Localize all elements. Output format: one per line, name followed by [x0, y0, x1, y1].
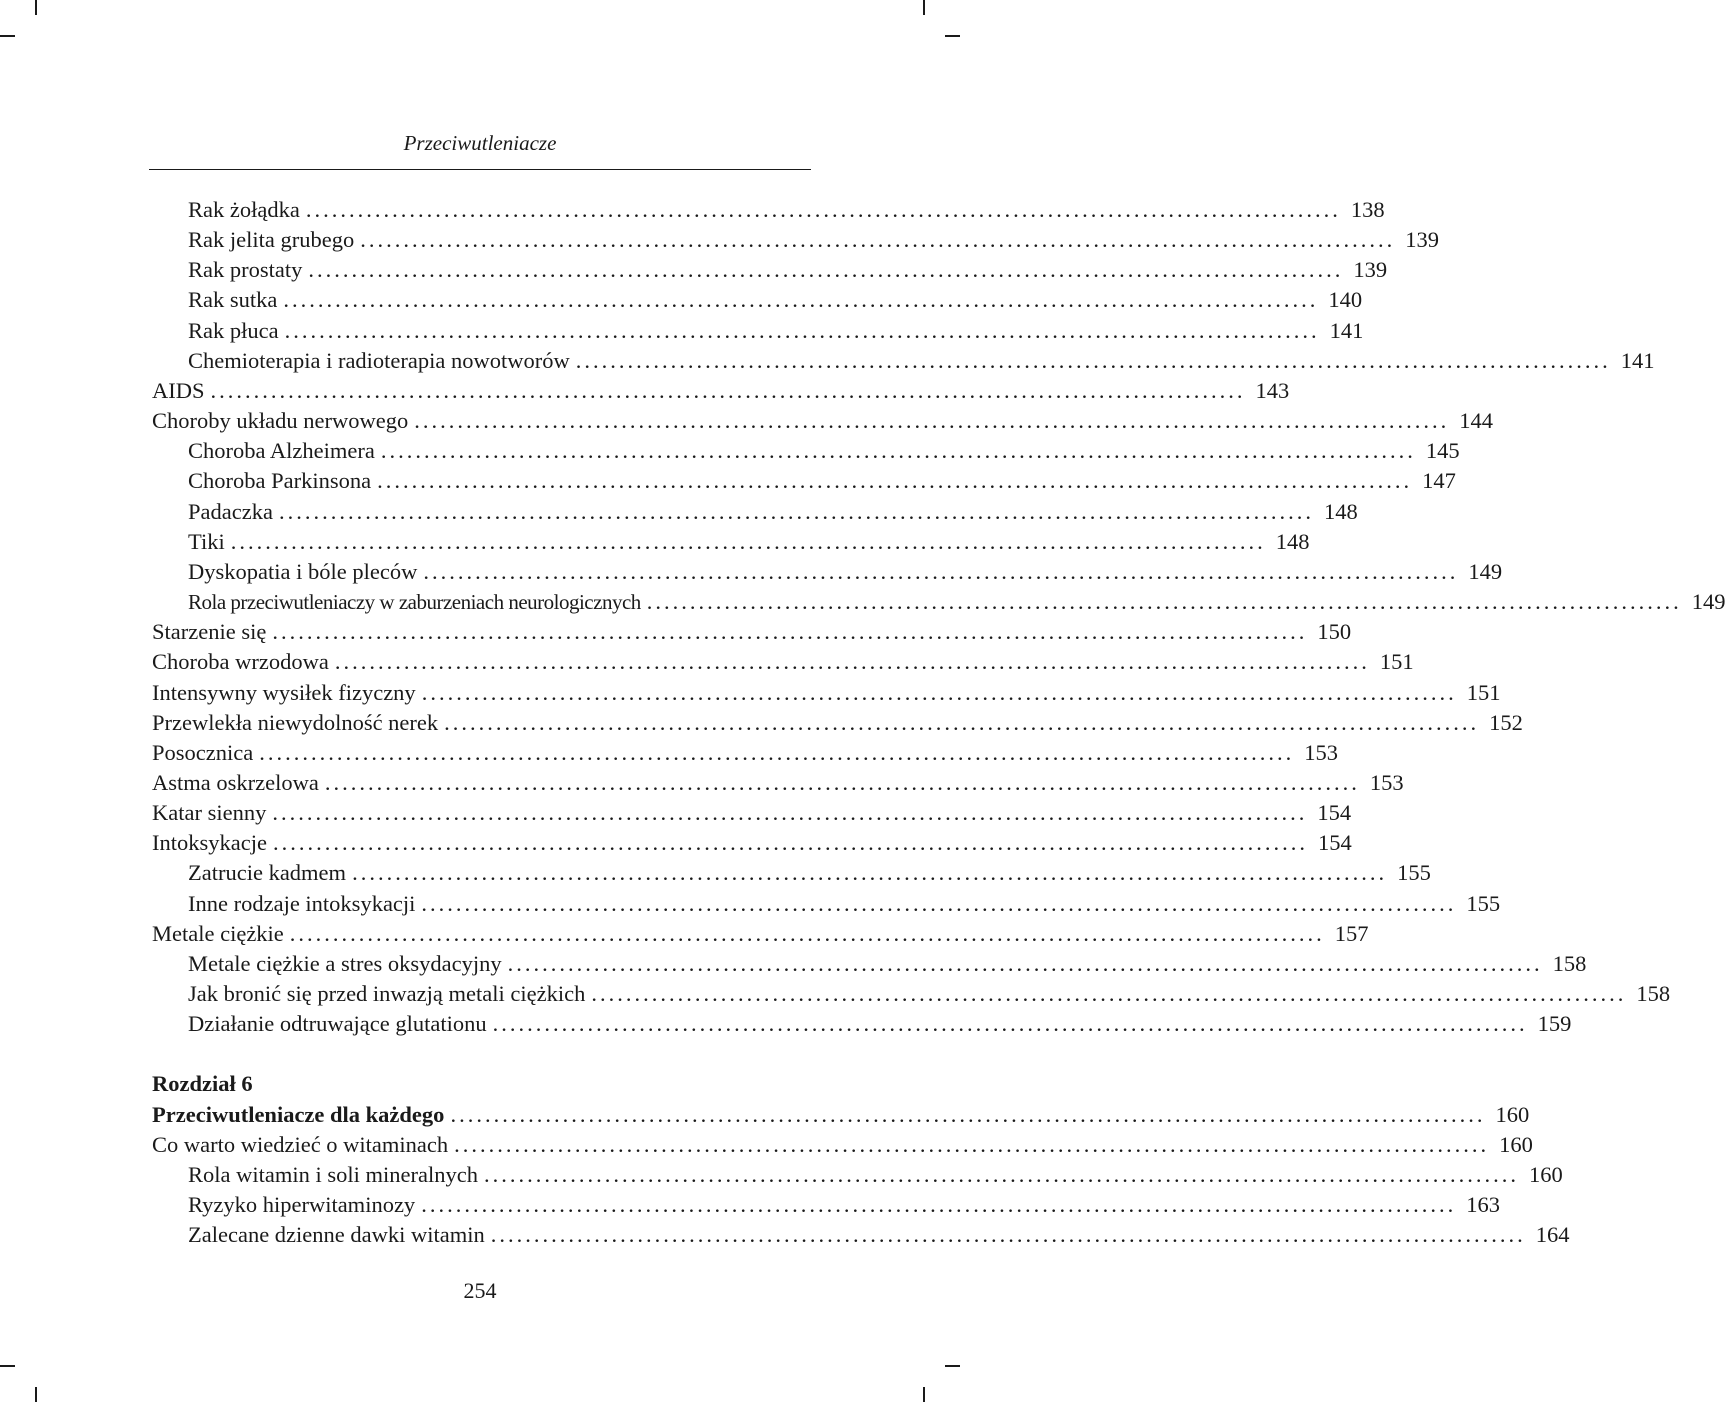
dot-leader: ........................................................................................................................	[492, 1011, 1528, 1037]
toc-entry-title: Rak jelita grubego	[188, 227, 355, 253]
dot-leader: ........................................................................................................................	[414, 408, 1450, 434]
toc-entry-page: 154	[1317, 800, 1352, 826]
toc-entry-page: 138	[1350, 197, 1385, 222]
toc-entry-page: 140	[1328, 287, 1363, 313]
toc-entry	[152, 1220, 1570, 1250]
toc-entry-title: Rak prostaty	[188, 257, 303, 283]
section-gap	[152, 1039, 804, 1069]
toc-entry-title: Jak bronić się przed inwazją metali ciężkich	[188, 981, 586, 1007]
table-of-contents	[152, 195, 1726, 1250]
dot-leader: ........................................................................................................................	[483, 1161, 1519, 1187]
dot-leader: ........................................................................................................................	[352, 860, 1388, 886]
toc-entry	[152, 255, 1388, 285]
header-rule	[149, 169, 811, 170]
toc-entry	[152, 466, 1456, 496]
toc-entry-title: Choroba wrzodowa	[152, 649, 329, 675]
toc-entry	[152, 316, 1364, 346]
dot-leader: ........................................................................................................................	[421, 1192, 1457, 1217]
toc-entry-page: 154	[1317, 830, 1352, 856]
toc-entry-title: Intoksykacje	[152, 830, 267, 856]
dot-leader: ........................................................................................................................	[272, 830, 1308, 856]
toc-entry	[152, 557, 1503, 587]
toc-entry	[152, 1130, 1533, 1160]
dot-leader: ........................................................................................................................	[575, 347, 1611, 373]
toc-entry-title: Co warto wiedzieć o witaminach	[152, 1131, 449, 1157]
toc-entry-title: Przewlekła niewydolność nerek	[152, 709, 439, 735]
dot-leader: ........................................................................................................................	[646, 589, 1682, 615]
toc-entry-page: 148	[1275, 528, 1310, 554]
crop-mark	[0, 35, 15, 37]
toc-entry-page: 158	[1636, 981, 1671, 1007]
toc-entry	[152, 828, 1352, 858]
toc-entry-page: 139	[1405, 227, 1439, 253]
toc-entry	[152, 617, 1352, 647]
toc-entry-page: 151	[1466, 679, 1501, 705]
toc-entry-page: 149	[1468, 558, 1503, 584]
toc-entry-title: Katar sienny	[152, 800, 267, 826]
toc-entry-title: Choroba Alzheimera	[188, 438, 375, 464]
toc-entry-page: 149	[1691, 589, 1726, 615]
toc-entry	[152, 587, 1726, 617]
toc-entry	[152, 497, 1358, 527]
toc-entry-page: 148	[1323, 498, 1358, 524]
toc-entry-page: 160	[1499, 1131, 1533, 1157]
toc-entry	[152, 798, 1352, 828]
toc-entry	[152, 527, 1310, 557]
toc-entry	[152, 285, 1363, 315]
toc-entry-page: 157	[1334, 920, 1369, 946]
toc-entry	[152, 346, 1655, 376]
toc-entry-title: AIDS	[152, 377, 205, 403]
dot-leader: ........................................................................................................................	[334, 649, 1370, 675]
toc-entry-page: 141	[1329, 317, 1364, 343]
dot-leader: ........................................................................................................................	[360, 227, 1396, 253]
crop-mark	[923, 0, 925, 15]
toc-entry	[152, 768, 1404, 798]
toc-entry	[152, 889, 1501, 919]
toc-entry-page: 150	[1317, 619, 1352, 645]
toc-entry	[152, 647, 1414, 677]
toc-entry-page: 152	[1489, 709, 1523, 735]
crop-mark	[945, 35, 960, 37]
toc-entry-title: Metale ciężkie a stres oksydacyjny	[188, 950, 502, 976]
toc-section	[152, 195, 1726, 1039]
toc-entry-title: Przeciwutleniacze dla każdego	[152, 1101, 445, 1127]
toc-entry-page: 155	[1466, 890, 1501, 916]
page-number: 254	[463, 1278, 497, 1303]
toc-entry	[152, 195, 1385, 225]
toc-entry-page: 160	[1495, 1101, 1530, 1127]
crop-mark	[35, 0, 37, 15]
toc-entry-title: Inne rodzaje intoksykacji	[188, 890, 416, 916]
toc-entry-page: 141	[1620, 347, 1655, 373]
toc-entry-title: Rak żołądka	[188, 197, 300, 222]
toc-entry-title: Padaczka	[188, 498, 273, 524]
toc-entry-page: 164	[1535, 1222, 1570, 1248]
dot-leader: ........................................................................................................................	[454, 1131, 1490, 1157]
toc-entry-page: 143	[1255, 377, 1290, 403]
toc-entry	[152, 738, 1338, 768]
crop-mark	[923, 1387, 925, 1402]
toc-entry-title: Chemioterapia i radioterapia nowotworów	[188, 347, 570, 373]
toc-entry-page: 163	[1466, 1192, 1500, 1217]
dot-leader: ........................................................................................................................	[272, 800, 1308, 826]
toc-entry-title: Choroby układu nerwowego	[152, 408, 409, 434]
toc-entry	[152, 979, 1671, 1009]
toc-entry	[152, 436, 1460, 466]
toc-entry	[152, 225, 1439, 255]
toc-entry-title: Ryzyko hiperwitaminozy	[188, 1192, 416, 1217]
dot-leader: ........................................................................................................................	[450, 1101, 1486, 1127]
toc-entry-title: Choroba Parkinsona	[188, 468, 372, 494]
toc-entry	[152, 858, 1431, 888]
crop-mark	[945, 1365, 960, 1367]
toc-entry-title: Rola przeciwutleniaczy w zaburzeniach neurologicznych	[188, 590, 641, 615]
dot-leader: ........................................................................................................................	[421, 679, 1457, 705]
toc-entry-page: 153	[1369, 769, 1404, 795]
dot-leader: ........................................................................................................................	[305, 197, 1341, 222]
running-head: Przeciwutleniacze	[403, 131, 557, 155]
toc-entry	[152, 708, 1523, 738]
toc-entry	[152, 1160, 1563, 1190]
toc-entry-title: Zatrucie kadmem	[188, 860, 347, 886]
toc-entry-title: Starzenie się	[152, 619, 267, 645]
dot-leader: ........................................................................................................................	[308, 257, 1344, 283]
toc-entry-page: 153	[1304, 739, 1338, 765]
toc-entry	[152, 1190, 1500, 1220]
dot-leader: ........................................................................................................................	[230, 528, 1266, 554]
chapter-label: Rozdział 6	[152, 1071, 253, 1097]
toc-entry	[152, 678, 1501, 708]
toc-entry	[152, 376, 1290, 406]
dot-leader: ........................................................................................................................	[278, 498, 1314, 524]
toc-entry	[152, 406, 1493, 436]
toc-entry-page: 155	[1397, 860, 1431, 886]
toc-entry-page: 144	[1459, 408, 1493, 434]
dot-leader: ........................................................................................................................	[284, 317, 1320, 343]
toc-entry-title: Intensywny wysiłek fizyczny	[152, 679, 416, 705]
toc-entry-title: Rak sutka	[188, 287, 278, 313]
toc-entry-title: Działanie odtruwające glutationu	[188, 1011, 487, 1037]
dot-leader: ........................................................................................................................	[591, 981, 1627, 1007]
dot-leader: ........................................................................................................................	[289, 920, 1325, 946]
toc-entry-page: 147	[1422, 468, 1456, 494]
dot-leader: ........................................................................................................................	[324, 769, 1360, 795]
dot-leader: ........................................................................................................................	[507, 950, 1543, 976]
dot-leader: ........................................................................................................................	[210, 377, 1246, 403]
toc-entry-page: 151	[1379, 649, 1414, 675]
toc-entry	[152, 1009, 1572, 1039]
toc-entry	[152, 1100, 1530, 1130]
dot-leader: ........................................................................................................................	[377, 468, 1413, 494]
dot-leader: ........................................................................................................................	[272, 619, 1308, 645]
toc-entry-title: Rak płuca	[188, 317, 279, 343]
toc-entry-page: 160	[1528, 1161, 1563, 1187]
toc-section	[152, 1100, 1570, 1251]
dot-leader: ........................................................................................................................	[423, 558, 1459, 584]
toc-entry-title: Zalecane dzienne dawki witamin	[188, 1222, 485, 1248]
toc-entry-page: 159	[1537, 1011, 1572, 1037]
dot-leader: ........................................................................................................................	[283, 287, 1319, 313]
toc-entry-title: Rola witamin i soli mineralnych	[188, 1161, 478, 1187]
toc-entry	[152, 949, 1587, 979]
crop-mark	[0, 1365, 15, 1367]
toc-entry-title: Metale ciężkie	[152, 920, 284, 946]
toc-entry	[152, 919, 1369, 949]
toc-entry-page: 139	[1353, 257, 1388, 283]
dot-leader: ........................................................................................................................	[259, 739, 1295, 765]
dot-leader: ........................................................................................................................	[444, 709, 1480, 735]
crop-mark	[35, 1387, 37, 1402]
toc-entry-page: 158	[1552, 950, 1587, 976]
toc-entry-title: Dyskopatia i bóle pleców	[188, 558, 418, 584]
toc-entry-page: 145	[1425, 438, 1460, 464]
dot-leader: ........................................................................................................................	[380, 438, 1416, 464]
toc-entry-title: Tiki	[188, 528, 225, 554]
toc-entry-title: Posocznica	[152, 739, 254, 765]
dot-leader: ........................................................................................................................	[421, 890, 1457, 916]
dot-leader: ........................................................................................................................	[490, 1222, 1526, 1248]
toc-entry-title: Astma oskrzelowa	[152, 769, 319, 795]
